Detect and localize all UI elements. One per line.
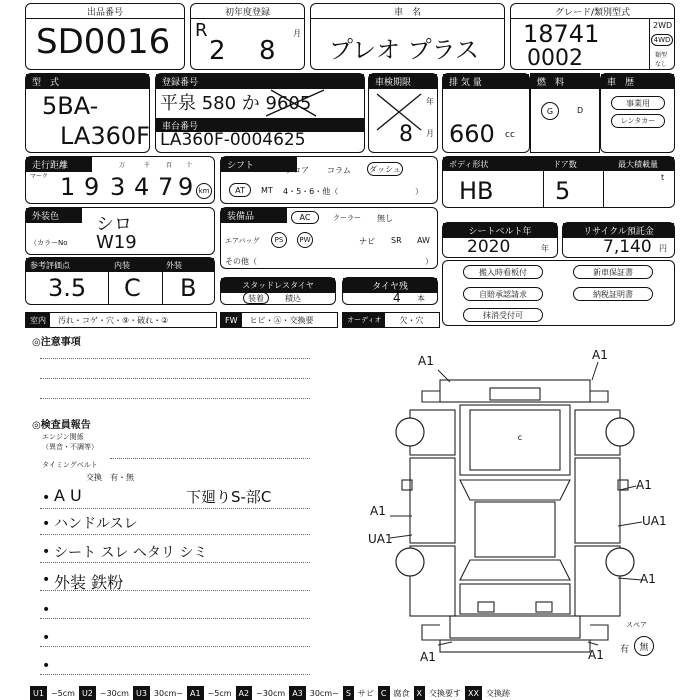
inspection-month-unit: 月 <box>426 129 434 138</box>
reg-no: 平泉 580 か 9605 <box>160 93 312 114</box>
tire-box <box>342 277 438 305</box>
usage-label: 車 歴 <box>601 74 674 89</box>
fuel-g: G <box>541 102 559 120</box>
equipment-box <box>220 207 438 269</box>
seatbelt-box <box>442 222 558 258</box>
seatbelt-year: 2020 <box>467 237 511 257</box>
mileage-digit: 3 <box>110 173 126 201</box>
fw-key: FW <box>221 313 242 327</box>
drive-4wd: 4WD <box>651 34 673 46</box>
caution-title: ◎注意事項 <box>32 337 81 348</box>
fuel-d: D <box>577 106 584 115</box>
shift-gears: 4・5・6・他（ <box>283 187 339 196</box>
cc-unit: cc <box>505 130 515 140</box>
legend-value: 交換跡 <box>485 688 510 698</box>
month-unit: 月 <box>293 29 301 38</box>
usage-rental: レンタカー <box>611 114 665 128</box>
shift-floor: フロア <box>285 166 309 175</box>
equip-pw: PW <box>297 232 313 248</box>
studless-box <box>220 277 336 305</box>
km-unit: km <box>196 183 212 199</box>
damage-legend <box>30 686 680 700</box>
spare-label: スペア <box>626 621 647 629</box>
model-line2: LA360F <box>60 122 150 150</box>
car-name: プレオ プラス <box>329 36 479 64</box>
condition-fw <box>220 312 338 328</box>
legend-value: サビ <box>357 688 374 698</box>
equip-label: 装備品 <box>221 208 287 223</box>
engine-label: エンジン関係 （異音・不調等） <box>42 433 98 451</box>
unit-sen: 千 <box>144 162 151 169</box>
damage-mark: UA1 <box>642 514 667 528</box>
damage-mark: A1 <box>420 650 436 664</box>
tire-unit: 本 <box>417 294 425 303</box>
spare-yes: 有 <box>620 645 630 655</box>
damage-mark: A1 <box>640 572 656 586</box>
equip-other: その他（ <box>225 257 257 266</box>
body-label: ボディ形状 <box>449 160 489 169</box>
shift-dash: ダッシュ <box>367 162 403 176</box>
tire-label: タイヤ残 <box>343 278 437 293</box>
legend-value: 交換要す <box>428 688 461 698</box>
exterior-label: 外装 <box>166 261 182 270</box>
usage-business: 事業用 <box>611 96 665 110</box>
legend-value: ~5cm <box>207 688 232 698</box>
grade-label: グレード/類別型式 <box>511 4 674 19</box>
doc-deregister: 抹消受付可 <box>463 308 543 322</box>
shift-label: シフト <box>221 157 297 172</box>
legend-key: A3 <box>289 686 306 700</box>
type-none: 類型 なし <box>655 52 668 68</box>
color-code-label: （カラーNo <box>30 239 68 247</box>
unit-hyaku: 百 <box>166 162 173 169</box>
damage-mark: A1 <box>636 478 652 492</box>
legend-key: A1 <box>187 686 204 700</box>
chassis-label: 車台番号 <box>156 118 364 132</box>
legend-key: S <box>343 686 354 700</box>
tire-value: 4 <box>393 291 401 305</box>
fw-items: ヒビ・Ⓐ・交換要 <box>249 315 314 325</box>
seatbelt-label: シートベルト年 <box>443 223 557 238</box>
studless-label: スタッドレスタイヤ <box>221 278 335 293</box>
score-label: 参考評価点 <box>30 261 70 270</box>
shift-box <box>220 156 438 204</box>
doors-label: ドア数 <box>553 160 577 169</box>
mileage-label: 走行距離 <box>26 157 92 172</box>
damage-mark: UA1 <box>368 532 393 546</box>
legend-key: U3 <box>133 686 150 700</box>
lot-number: SD0016 <box>36 22 171 62</box>
body-box <box>442 156 675 208</box>
fuel-box <box>530 73 600 153</box>
note-item: A U <box>54 486 82 505</box>
shift-at: AT <box>229 183 251 197</box>
unit-juu: 十 <box>186 162 193 169</box>
shift-close: ） <box>415 187 423 196</box>
legend-value: 30cm~ <box>309 688 339 698</box>
interior-grade: C <box>124 274 141 302</box>
model-label: 型 式 <box>26 74 149 89</box>
drive-2wd: 2WD <box>653 21 673 30</box>
mileage-digit: 7 <box>158 173 174 201</box>
damage-mark: A1 <box>418 354 434 368</box>
inspection-year-unit: 年 <box>426 97 434 106</box>
damage-mark: A1 <box>592 348 608 362</box>
shift-column: コラム <box>327 166 351 175</box>
usage-box <box>600 73 675 153</box>
equip-other-close: ） <box>425 257 433 266</box>
displacement-box <box>442 73 530 153</box>
doc-tax: 納税証明書 <box>573 287 653 301</box>
audio-key: オーディオ <box>343 313 385 327</box>
first-registration-year: 2 <box>209 36 226 66</box>
studless-loaded: 積込 <box>285 294 301 303</box>
damage-mark: A1 <box>370 504 386 518</box>
note-item: 外装 鉄粉 <box>54 573 124 592</box>
legend-key: U1 <box>30 686 47 700</box>
legend-value: ~5cm <box>50 688 75 698</box>
lot-number-box <box>25 3 185 70</box>
color-box <box>25 207 215 255</box>
body-type: HB <box>459 177 494 205</box>
doors: 5 <box>555 177 571 205</box>
legend-key: X <box>414 686 425 700</box>
first-registration-era: R <box>195 20 208 41</box>
model-line1: 5BA- <box>42 92 99 120</box>
inspector-title: ◎検査員報告 <box>32 420 91 431</box>
documents-box <box>442 260 675 326</box>
interior-items: 汚れ・コゲ・穴・⑨・破れ・② <box>58 315 169 325</box>
studless-installed: 装着 <box>243 292 269 304</box>
color-code: W19 <box>96 232 137 253</box>
inspection-label: 車検期限 <box>369 74 437 89</box>
equip-cooler: クーラー <box>333 214 361 222</box>
score: 3.5 <box>48 274 87 302</box>
interior-key: 室内 <box>26 313 50 327</box>
audio-items: 欠・穴 <box>399 315 424 325</box>
score-box <box>25 257 215 305</box>
legend-key: A2 <box>236 686 253 700</box>
timing-swap: 交換 有・無 <box>86 473 134 482</box>
note-item: ハンドルスレ <box>54 516 138 532</box>
unit-man: 万 <box>119 162 126 169</box>
mileage-mark: マーク <box>30 173 49 180</box>
equip-ac: AC <box>291 211 319 224</box>
chassis-no: LA360F-0004625 <box>160 130 306 150</box>
color: シロ <box>96 214 132 235</box>
condition-interior <box>25 312 217 328</box>
car-name-label: 車 名 <box>311 4 504 19</box>
first-registration-month: 8 <box>259 36 276 66</box>
equip-ps: PS <box>271 232 287 248</box>
equip-none: 無し <box>377 214 393 223</box>
timing-label: タイミングベルト <box>42 461 98 469</box>
note-item: シート スレ ヘタリ シミ <box>54 545 208 561</box>
mileage-digit: 9 <box>84 173 100 201</box>
legend-key: XX <box>465 686 482 700</box>
color-label: 外装色 <box>26 208 82 223</box>
inspection-month: 8 <box>399 122 413 147</box>
equip-sr: SR <box>391 236 402 245</box>
lot-number-label: 出品番号 <box>26 4 184 19</box>
damage-mark: A1 <box>588 648 604 662</box>
recycle-amount: 7,140 <box>603 237 652 257</box>
legend-value: 30cm~ <box>153 688 183 698</box>
legend-value: ~30cm <box>256 688 286 698</box>
capacity-label: 最大積載量 <box>618 160 658 169</box>
exterior-grade: B <box>180 274 197 302</box>
mileage-digit: 4 <box>134 173 150 201</box>
mileage-box <box>25 156 215 204</box>
legend-value: ~30cm <box>99 688 129 698</box>
spare-no: 無 <box>634 636 654 656</box>
recycle-label: リサイクル預託金 <box>563 223 674 238</box>
recycle-yen: 円 <box>659 244 667 253</box>
seatbelt-year-unit: 年 <box>541 244 549 253</box>
recycle-box <box>562 222 675 258</box>
equip-navi: ナビ <box>359 237 375 246</box>
first-registration-box <box>190 3 305 70</box>
mileage-digit: 9 <box>178 173 194 201</box>
fuel-label: 燃 料 <box>531 74 599 89</box>
interior-label: 内装 <box>114 261 130 270</box>
reg-no-label: 登録番号 <box>156 74 364 89</box>
legend-key: U2 <box>79 686 96 700</box>
grade-code1: 18741 <box>523 20 600 48</box>
doc-warranty: 新車保証書 <box>573 265 653 279</box>
grade-box <box>510 3 675 70</box>
equip-aw: AW <box>417 236 430 245</box>
equip-airbag: エアバッグ <box>225 237 260 245</box>
side-note: 下廻りS-部C <box>186 488 272 506</box>
first-registration-label: 初年度登録 <box>191 4 304 19</box>
grade-code2: 0002 <box>527 46 583 71</box>
condition-audio <box>342 312 440 328</box>
doc-liability: 自賠承認請求 <box>463 287 543 301</box>
legend-key: C <box>378 686 390 700</box>
car-name-box <box>310 3 505 70</box>
mileage-digit: 1 <box>60 173 76 201</box>
inspection-box <box>368 73 438 153</box>
capacity-unit: t <box>661 173 665 182</box>
displacement-label: 排 気 量 <box>443 74 529 89</box>
reg-strike <box>266 88 326 118</box>
displacement: 660 <box>449 120 495 148</box>
doc-import: 搬入時看板付 <box>463 265 543 279</box>
shift-mt: MT <box>261 186 273 195</box>
registration-box <box>155 73 365 153</box>
svg-text:c: c <box>517 433 523 442</box>
legend-value: 腐食 <box>393 688 410 698</box>
model-box <box>25 73 150 153</box>
